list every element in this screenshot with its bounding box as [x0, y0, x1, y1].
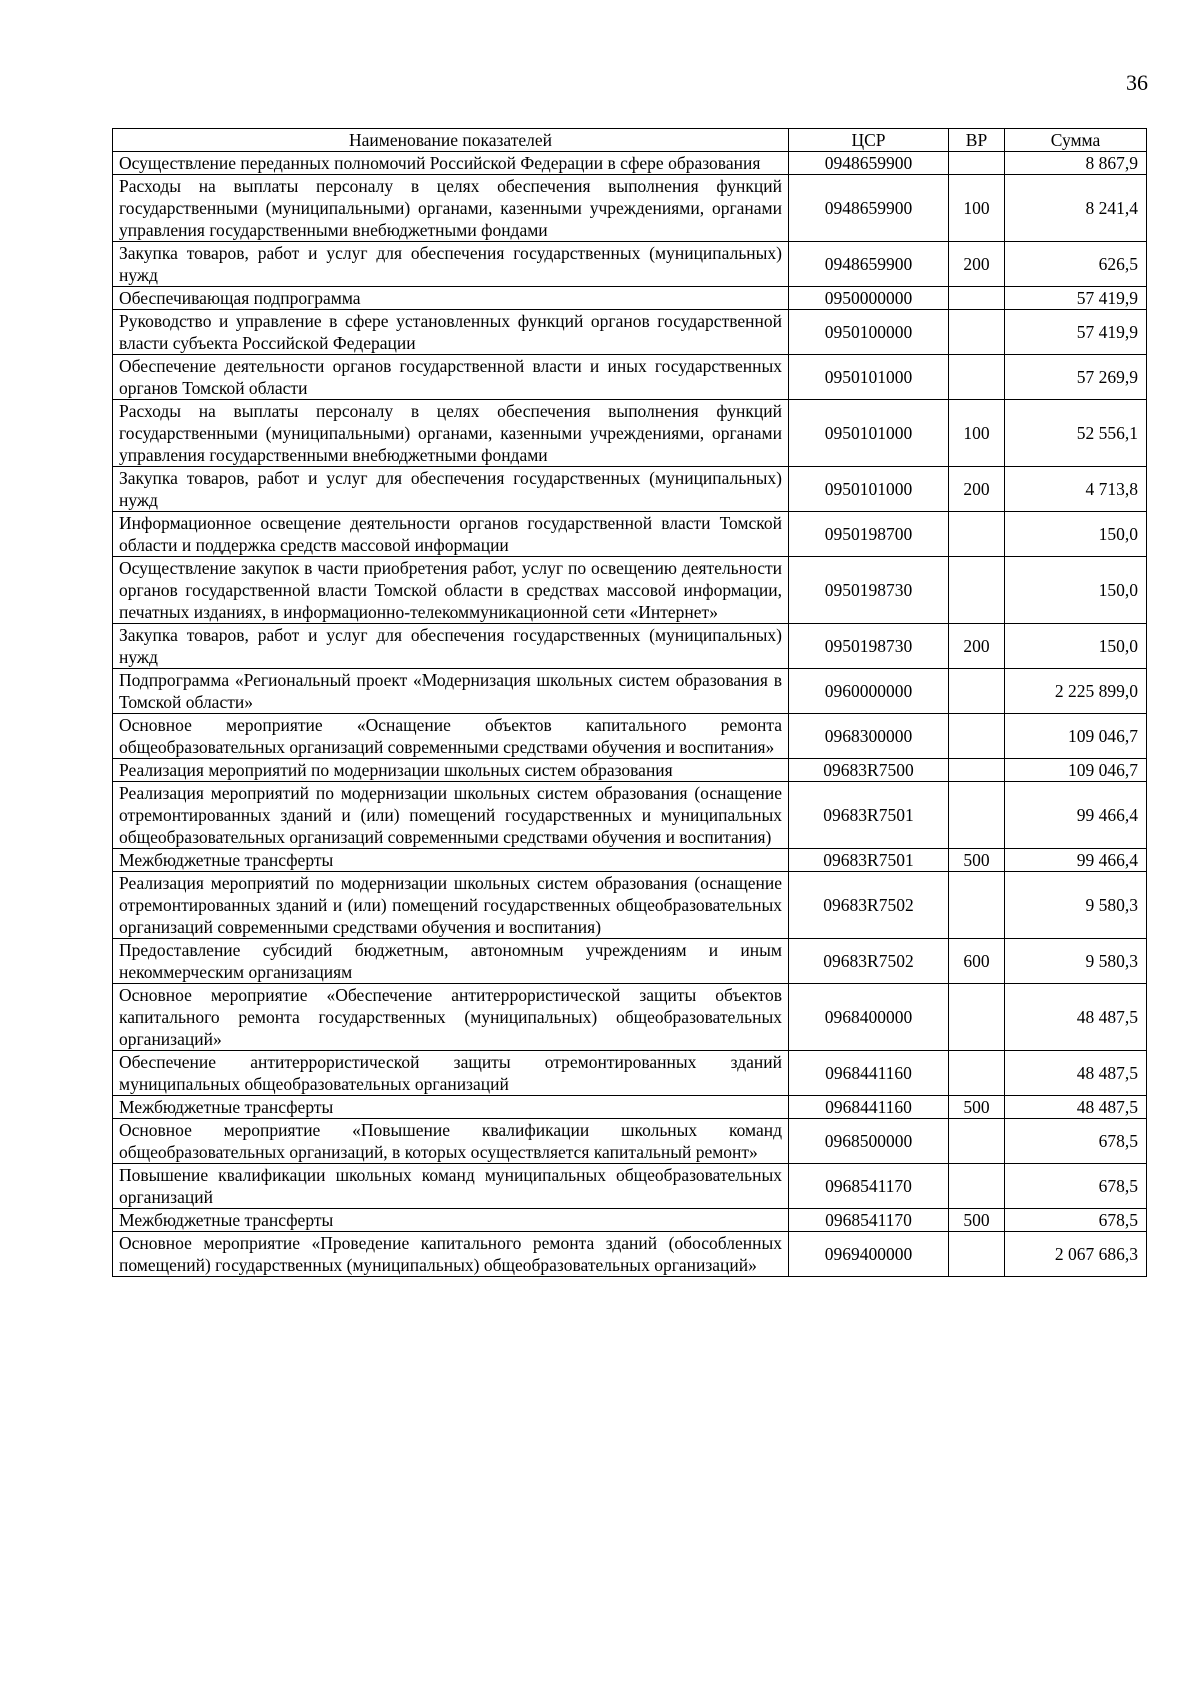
row-name-cell: Межбюджетные трансферты	[113, 849, 789, 872]
row-vr-cell: 200	[949, 242, 1005, 287]
table-row	[113, 242, 1147, 287]
row-sum-cell: 57 269,9	[1005, 355, 1147, 400]
table-row	[113, 669, 1147, 714]
row-csr-cell: 0969400000	[789, 1232, 949, 1277]
row-vr-cell	[949, 557, 1005, 624]
row-name-cell: Закупка товаров, работ и услуг для обеспечения государственных (муниципальных) нужд	[113, 624, 789, 669]
row-sum-cell: 48 487,5	[1005, 984, 1147, 1051]
row-csr-cell: 0950198730	[789, 557, 949, 624]
row-name-cell: Обеспечивающая подпрограмма	[113, 287, 789, 310]
row-csr-cell: 09683R7501	[789, 782, 949, 849]
row-name-cell: Осуществление закупок в части приобретения работ, услуг по освещению деятельности органов государственной власти Томской области в средствах массовой информации, печатных изданиях, в информационно-телекоммуникационной сети «Интернет»	[113, 557, 789, 624]
row-vr-cell	[949, 984, 1005, 1051]
row-sum-cell: 2 225 899,0	[1005, 669, 1147, 714]
row-csr-cell: 0950100000	[789, 310, 949, 355]
table-row	[113, 782, 1147, 849]
row-name-cell: Расходы на выплаты персоналу в целях обеспечения выполнения функций государственными (муниципальными) органами, казенными учреждениями, органами управления государственными внебюджетными фондами	[113, 400, 789, 467]
row-sum-cell: 678,5	[1005, 1164, 1147, 1209]
row-name-cell: Реализация мероприятий по модернизации школьных систем образования	[113, 759, 789, 782]
row-name-cell: Основное мероприятие «Обеспечение антитеррористической защиты объектов капитального ремонта государственных (муниципальных) общеобразовательных организаций»	[113, 984, 789, 1051]
table-body	[113, 152, 1147, 1277]
table-row	[113, 310, 1147, 355]
row-csr-cell: 0948659900	[789, 175, 949, 242]
row-name-cell: Закупка товаров, работ и услуг для обеспечения государственных (муниципальных) нужд	[113, 467, 789, 512]
row-sum-cell: 52 556,1	[1005, 400, 1147, 467]
table-row	[113, 512, 1147, 557]
row-sum-cell: 2 067 686,3	[1005, 1232, 1147, 1277]
table-row	[113, 1232, 1147, 1277]
row-vr-cell: 100	[949, 400, 1005, 467]
row-csr-cell: 0950101000	[789, 400, 949, 467]
row-csr-cell: 09683R7502	[789, 939, 949, 984]
row-vr-cell: 600	[949, 939, 1005, 984]
row-vr-cell	[949, 355, 1005, 400]
row-csr-cell: 0950101000	[789, 355, 949, 400]
row-csr-cell: 0948659900	[789, 152, 949, 175]
row-name-cell: Межбюджетные трансферты	[113, 1096, 789, 1119]
row-name-cell: Основное мероприятие «Проведение капитального ремонта зданий (обособленных помещений) государственных (муниципальных) общеобразовательных организаций»	[113, 1232, 789, 1277]
table-row	[113, 467, 1147, 512]
header-row	[113, 129, 1147, 152]
row-sum-cell: 48 487,5	[1005, 1096, 1147, 1119]
row-name-cell: Основное мероприятие «Оснащение объектов капитального ремонта общеобразовательных организаций современными средствами обучения и воспитания»	[113, 714, 789, 759]
table-row	[113, 872, 1147, 939]
table-header	[113, 129, 1147, 152]
table-row	[113, 287, 1147, 310]
table-row	[113, 714, 1147, 759]
table-row	[113, 1051, 1147, 1096]
row-name-cell: Реализация мероприятий по модернизации школьных систем образования (оснащение отремонтированных зданий и (или) помещений государственных и муниципальных общеобразовательных организаций современными средствами обучения и воспитания)	[113, 782, 789, 849]
row-vr-cell	[949, 1051, 1005, 1096]
row-csr-cell: 0960000000	[789, 669, 949, 714]
row-sum-cell: 99 466,4	[1005, 849, 1147, 872]
row-name-cell: Повышение квалификации школьных команд муниципальных общеобразовательных организаций	[113, 1164, 789, 1209]
table-row	[113, 1119, 1147, 1164]
row-sum-cell: 9 580,3	[1005, 872, 1147, 939]
row-name-cell: Расходы на выплаты персоналу в целях обеспечения выполнения функций государственными (муниципальными) органами, казенными учреждениями, органами управления государственными внебюджетными фондами	[113, 175, 789, 242]
row-csr-cell: 09683R7502	[789, 872, 949, 939]
row-name-cell: Руководство и управление в сфере установленных функций органов государственной власти субъекта Российской Федерации	[113, 310, 789, 355]
row-sum-cell: 8 867,9	[1005, 152, 1147, 175]
row-csr-cell: 0948659900	[789, 242, 949, 287]
table-row	[113, 175, 1147, 242]
row-csr-cell: 09683R7501	[789, 849, 949, 872]
row-name-cell: Реализация мероприятий по модернизации школьных систем образования (оснащение отремонтированных зданий и (или) помещений государственных общеобразовательных организаций современными средствами обучения и воспитания)	[113, 872, 789, 939]
row-sum-cell: 8 241,4	[1005, 175, 1147, 242]
row-name-cell: Основное мероприятие «Повышение квалификации школьных команд общеобразовательных организаций, в которых осуществляется капитальный ремонт»	[113, 1119, 789, 1164]
row-csr-cell: 0968400000	[789, 984, 949, 1051]
table-row	[113, 355, 1147, 400]
row-vr-cell: 200	[949, 624, 1005, 669]
row-name-cell: Информационное освещение деятельности органов государственной власти Томской области и поддержка средств массовой информации	[113, 512, 789, 557]
table-row	[113, 849, 1147, 872]
row-vr-cell	[949, 512, 1005, 557]
row-csr-cell: 0950000000	[789, 287, 949, 310]
row-vr-cell	[949, 287, 1005, 310]
row-sum-cell: 48 487,5	[1005, 1051, 1147, 1096]
table-row	[113, 624, 1147, 669]
row-name-cell: Межбюджетные трансферты	[113, 1209, 789, 1232]
table-row	[113, 400, 1147, 467]
row-vr-cell	[949, 669, 1005, 714]
row-name-cell: Предоставление субсидий бюджетным, автономным учреждениям и иным некоммерческим организациям	[113, 939, 789, 984]
page-number: 36	[1126, 70, 1148, 95]
row-sum-cell: 150,0	[1005, 512, 1147, 557]
row-vr-cell	[949, 872, 1005, 939]
table-row	[113, 759, 1147, 782]
row-sum-cell: 57 419,9	[1005, 310, 1147, 355]
row-sum-cell: 678,5	[1005, 1119, 1147, 1164]
row-csr-cell: 0968500000	[789, 1119, 949, 1164]
row-vr-cell	[949, 1164, 1005, 1209]
row-vr-cell	[949, 714, 1005, 759]
row-sum-cell: 150,0	[1005, 557, 1147, 624]
row-csr-cell: 0950198730	[789, 624, 949, 669]
header-sum: Сумма	[1005, 129, 1147, 152]
row-vr-cell	[949, 759, 1005, 782]
row-csr-cell: 0968541170	[789, 1209, 949, 1232]
table-row	[113, 557, 1147, 624]
row-vr-cell	[949, 152, 1005, 175]
row-csr-cell: 0950198700	[789, 512, 949, 557]
row-sum-cell: 626,5	[1005, 242, 1147, 287]
budget-table	[112, 128, 1147, 1277]
table-row	[113, 939, 1147, 984]
row-vr-cell	[949, 1119, 1005, 1164]
row-vr-cell	[949, 1232, 1005, 1277]
row-sum-cell: 109 046,7	[1005, 759, 1147, 782]
table-row	[113, 1096, 1147, 1119]
table-row	[113, 1164, 1147, 1209]
row-sum-cell: 150,0	[1005, 624, 1147, 669]
row-csr-cell: 0968441160	[789, 1051, 949, 1096]
row-name-cell: Подпрограмма «Региональный проект «Модернизация школьных систем образования в Томской области»	[113, 669, 789, 714]
row-csr-cell: 0968541170	[789, 1164, 949, 1209]
row-sum-cell: 678,5	[1005, 1209, 1147, 1232]
row-vr-cell: 100	[949, 175, 1005, 242]
row-sum-cell: 109 046,7	[1005, 714, 1147, 759]
row-name-cell: Обеспечение антитеррористической защиты отремонтированных зданий муниципальных общеобразовательных организаций	[113, 1051, 789, 1096]
row-name-cell: Обеспечение деятельности органов государственной власти и иных государственных органов Томской области	[113, 355, 789, 400]
row-csr-cell: 0968300000	[789, 714, 949, 759]
row-sum-cell: 57 419,9	[1005, 287, 1147, 310]
row-name-cell: Осуществление переданных полномочий Российской Федерации в сфере образования	[113, 152, 789, 175]
row-vr-cell: 200	[949, 467, 1005, 512]
row-csr-cell: 09683R7500	[789, 759, 949, 782]
header-name: Наименование показателей	[113, 129, 789, 152]
row-sum-cell: 9 580,3	[1005, 939, 1147, 984]
row-vr-cell: 500	[949, 849, 1005, 872]
row-vr-cell	[949, 310, 1005, 355]
table-row	[113, 984, 1147, 1051]
table-row	[113, 1209, 1147, 1232]
row-csr-cell: 0968441160	[789, 1096, 949, 1119]
row-sum-cell: 99 466,4	[1005, 782, 1147, 849]
header-vr: ВР	[949, 129, 1005, 152]
row-vr-cell: 500	[949, 1096, 1005, 1119]
header-csr: ЦСР	[789, 129, 949, 152]
table-row	[113, 152, 1147, 175]
row-csr-cell: 0950101000	[789, 467, 949, 512]
row-vr-cell	[949, 782, 1005, 849]
row-vr-cell: 500	[949, 1209, 1005, 1232]
row-name-cell: Закупка товаров, работ и услуг для обеспечения государственных (муниципальных) нужд	[113, 242, 789, 287]
row-sum-cell: 4 713,8	[1005, 467, 1147, 512]
